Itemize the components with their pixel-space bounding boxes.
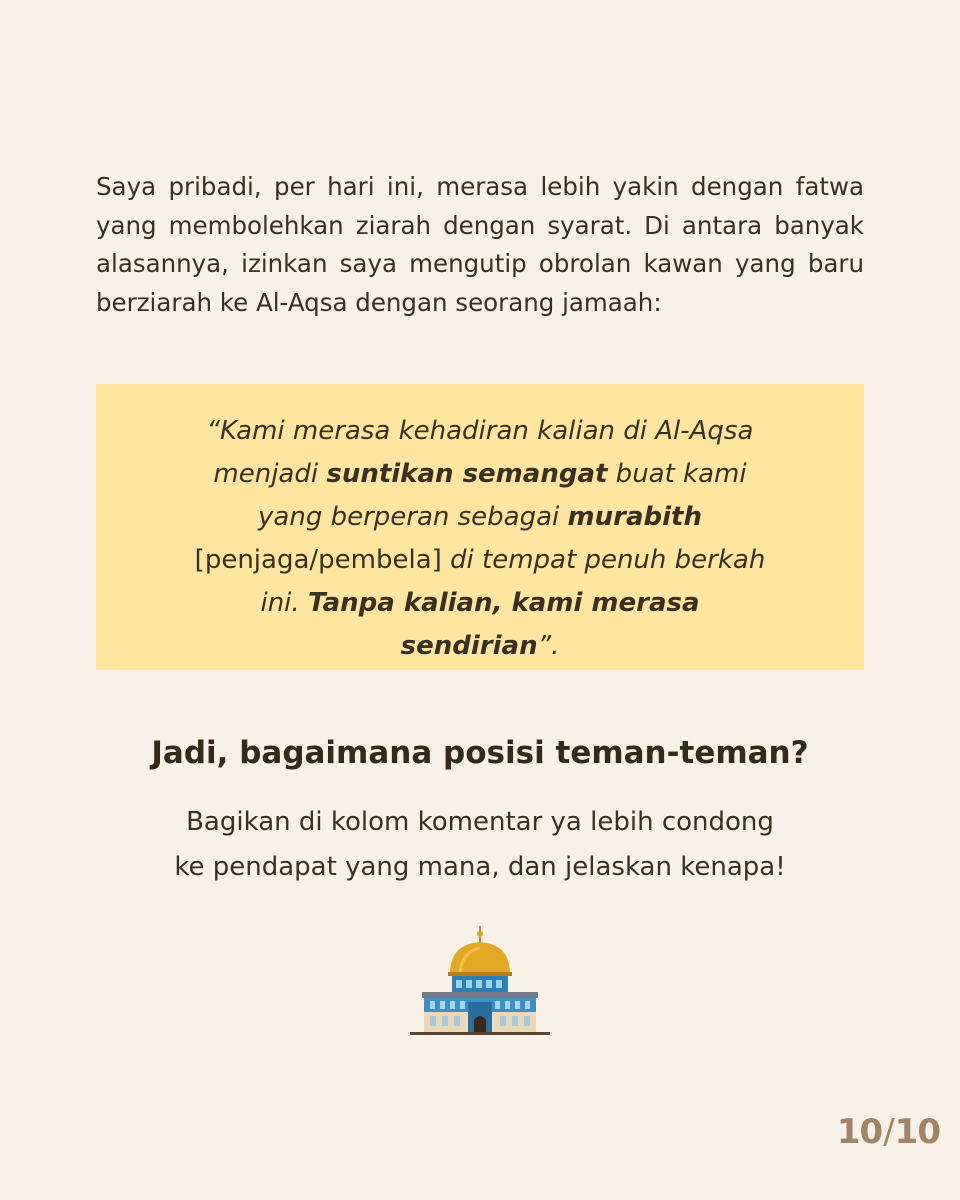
quote-box [96,384,864,670]
quote-bracket: [penjaga/pembela] [194,545,442,575]
invite-line-2: ke pendapat yang mana, dan jelaskan kenapa! [174,852,786,882]
invite-text [120,800,840,890]
quote-bold-2: murabith [567,502,702,532]
invite-line-1: Bagikan di kolom komentar ya lebih condong [186,807,774,837]
quote-text: “Kami merasa kehadiran kalian di Al-Aqsa menjadi suntikan semangat buat kami yang berperan sebagai murabith [penjaga/pembela] di tempat penuh berkah ini. Tanpa kalian, kami merasa sendirian”. [194,416,766,661]
quote-bold-3: Tanpa kalian, kami merasa sendirian [307,588,700,661]
dome-of-the-rock-icon [400,924,560,1040]
intro-paragraph: Saya pribadi, per hari ini, merasa lebih yakin dengan fatwa yang membolehkan ziarah dengan syarat. Di antara banyak alasannya, izinkan saya mengutip obrolan kawan yang baru berziarah ke Al-Aqsa dengan seorang jamaah: [96,172,864,317]
page-counter: 10/10 [836,1112,940,1152]
question-heading: Jadi, bagaimana posisi teman-teman? [151,735,809,771]
quote-bold-1: suntikan semangat [326,459,608,489]
